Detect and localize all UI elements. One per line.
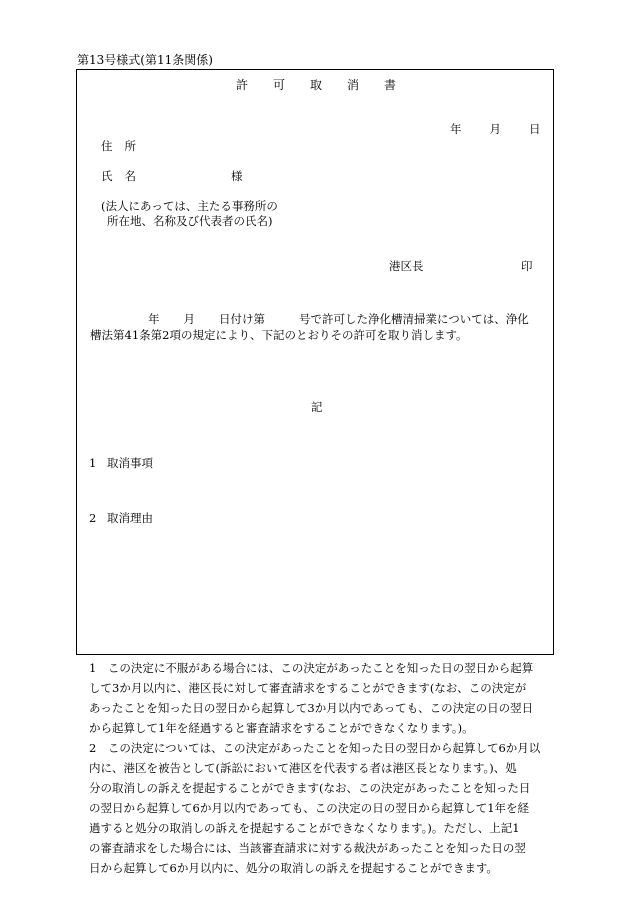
- issuer-title: 港区長: [389, 259, 424, 273]
- address-label-char-2: 所: [124, 139, 136, 153]
- name-label-char-1: 氏: [101, 169, 113, 183]
- address-label: [101, 141, 136, 153]
- appeal-note-line: 過すると処分の取消しの訴えを提起することができなくなります。)。ただし、上記1: [89, 821, 520, 835]
- item-label: 取消事項: [107, 456, 153, 470]
- body-text-line-2: 槽法第41条第2項の規定により、下記のとおりその許可を取り消します。: [90, 328, 468, 342]
- ki-heading: 記: [311, 400, 323, 414]
- form-number: 第13号様式(第11条関係): [77, 53, 213, 67]
- appeal-note-line: 内に、港区を被告として(訴訟において港区を代表する者は港区長となります。)、処: [89, 761, 517, 775]
- item-label: 取消理由: [107, 511, 153, 525]
- date-day: 日: [529, 122, 541, 136]
- appeal-note-line: の翌日から起算して6か月以内であっても、この決定の日の翌日から起算して1年を経: [89, 801, 530, 815]
- appeal-note-line: 分の取消しの訴えを提起することができます(なお、この決定があったことを知った日: [89, 781, 531, 795]
- document-title: 許可取消書: [236, 78, 422, 92]
- item-cancellation-reason: [89, 513, 153, 525]
- body-text-line-1: [148, 314, 529, 326]
- name-label: [101, 171, 136, 183]
- item-number: 1: [89, 456, 97, 470]
- body-month: 月: [183, 312, 195, 326]
- address-label-char-1: 住: [101, 139, 113, 153]
- appeal-note-line: から起算して1年を経過すると審査請求をすることができなくなります。)。: [89, 721, 474, 735]
- seal-mark: 印: [521, 259, 533, 273]
- date-year: 年: [450, 122, 462, 136]
- body-permit-text: 号で許可した浄化槽清掃業については、浄化: [299, 312, 529, 326]
- date-month: 月: [489, 122, 501, 136]
- corporate-note-line-2: 所在地、名称及び代表者の氏名): [107, 214, 273, 228]
- body-permit-number: 日付け第: [219, 312, 265, 326]
- body-year: 年: [148, 312, 160, 326]
- appeal-note-line: 日から起算して6か月以内に、処分の取消しの訴えを提起することができます。: [89, 861, 498, 875]
- item-cancellation-matter: [89, 458, 153, 470]
- form-box: [76, 69, 554, 655]
- corporate-note-line-1: (法人にあっては、主たる事務所の: [101, 199, 278, 213]
- item-number: 2: [89, 511, 97, 525]
- appeal-note-line: あったことを知った日の翌日から起算して3か月以内であっても、この決定の日の翌日: [89, 701, 534, 715]
- date-line: [450, 124, 541, 136]
- appeal-note-line: 1 この決定に不服がある場合には、この決定があったことを知った日の翌日から起算: [89, 661, 534, 675]
- appeal-note-line: して3か月以内に、港区長に対して審査請求をすることができます(なお、この決定が: [89, 681, 527, 695]
- name-label-char-2: 名: [124, 169, 136, 183]
- appeal-note-line: の審査請求をした場合には、当該審査請求に対する裁決があったことを知った日の翌: [89, 841, 526, 855]
- appeal-note-line: 2 この決定については、この決定があったことを知った日の翌日から起算して6か月以: [89, 741, 541, 755]
- name-honorific: 様: [231, 169, 243, 183]
